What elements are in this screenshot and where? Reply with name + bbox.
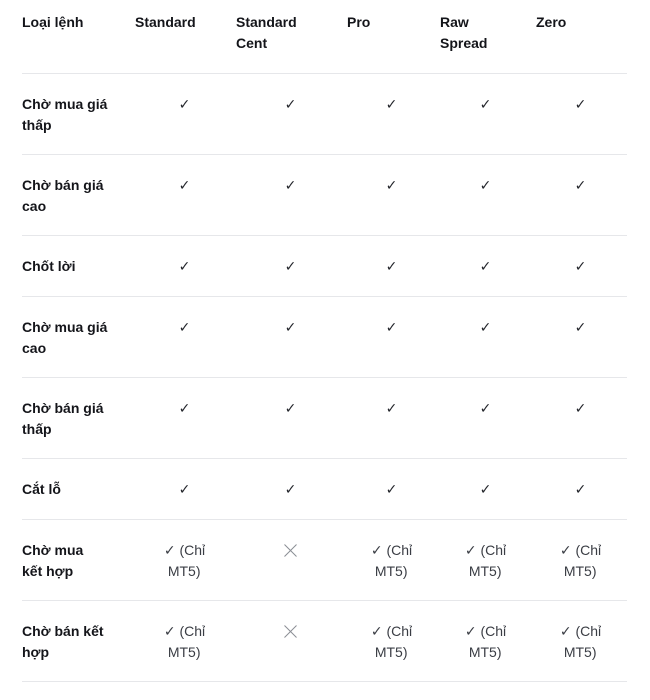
check-icon: ✓ <box>178 96 191 112</box>
mt5-only-note: ✓ (Chỉ MT5) <box>370 542 413 579</box>
table-row <box>22 155 627 236</box>
order-types-table <box>22 0 627 682</box>
mt5-only-note: ✓ (Chỉ MT5) <box>370 623 413 660</box>
check-icon: ✓ <box>385 400 398 416</box>
header-pro: Pro <box>347 14 371 30</box>
check-icon: ✓ <box>385 481 398 497</box>
check-icon: ✓ <box>385 177 398 193</box>
table-row <box>22 236 627 297</box>
header-raw-spread: Raw Spread <box>440 14 488 51</box>
row-label: Chờ bán giá cao <box>22 177 104 214</box>
mt5-only-note: ✓ (Chỉ MT5) <box>464 542 507 579</box>
table-row <box>22 459 627 520</box>
check-icon: ✓ <box>178 258 191 274</box>
check-icon: ✓ <box>574 177 587 193</box>
check-icon: ✓ <box>479 177 492 193</box>
table-row <box>22 74 627 155</box>
check-icon: ✓ <box>284 258 297 274</box>
table-row <box>22 297 627 378</box>
check-icon: ✓ <box>284 481 297 497</box>
table-row <box>22 378 627 459</box>
mt5-only-note: ✓ (Chỉ MT5) <box>559 542 602 579</box>
header-standard: Standard <box>135 14 196 30</box>
mt5-only-note: ✓ (Chỉ MT5) <box>163 542 206 579</box>
check-icon: ✓ <box>284 96 297 112</box>
check-icon: ✓ <box>178 177 191 193</box>
check-icon: ✓ <box>284 319 297 335</box>
check-icon: ✓ <box>479 258 492 274</box>
check-icon: ✓ <box>385 319 398 335</box>
check-icon: ✓ <box>178 319 191 335</box>
mt5-only-note: ✓ (Chỉ MT5) <box>559 623 602 660</box>
row-label: Chờ mua giá cao <box>22 319 108 356</box>
check-icon: ✓ <box>479 319 492 335</box>
check-icon: ✓ <box>284 177 297 193</box>
check-icon: ✓ <box>574 481 587 497</box>
header-zero: Zero <box>536 14 567 30</box>
row-label: Chờ bán kết hợp <box>22 623 104 660</box>
row-label: Chờ mua kết hợp <box>22 542 84 579</box>
row-label: Chờ bán giá thấp <box>22 400 104 437</box>
header-standard-cent: Standard Cent <box>236 14 297 51</box>
check-icon: ✓ <box>574 319 587 335</box>
mt5-only-note: ✓ (Chỉ MT5) <box>464 623 507 660</box>
header-order-type: Loại lệnh <box>22 14 84 30</box>
check-icon: ✓ <box>178 481 191 497</box>
check-icon: ✓ <box>479 400 492 416</box>
check-icon: ✓ <box>574 96 587 112</box>
cross-icon <box>235 621 346 644</box>
row-label: Chốt lời <box>22 258 76 274</box>
check-icon: ✓ <box>178 400 191 416</box>
check-icon: ✓ <box>385 258 398 274</box>
table-row <box>22 520 627 601</box>
table-header-row <box>22 0 627 74</box>
check-icon: ✓ <box>479 481 492 497</box>
check-icon: ✓ <box>284 400 297 416</box>
row-label: Chờ mua giá thấp <box>22 96 108 133</box>
cross-icon <box>235 540 346 563</box>
row-label: Cắt lỗ <box>22 481 61 497</box>
mt5-only-note: ✓ (Chỉ MT5) <box>163 623 206 660</box>
check-icon: ✓ <box>574 400 587 416</box>
table-row <box>22 601 627 682</box>
check-icon: ✓ <box>479 96 492 112</box>
check-icon: ✓ <box>385 96 398 112</box>
check-icon: ✓ <box>574 258 587 274</box>
